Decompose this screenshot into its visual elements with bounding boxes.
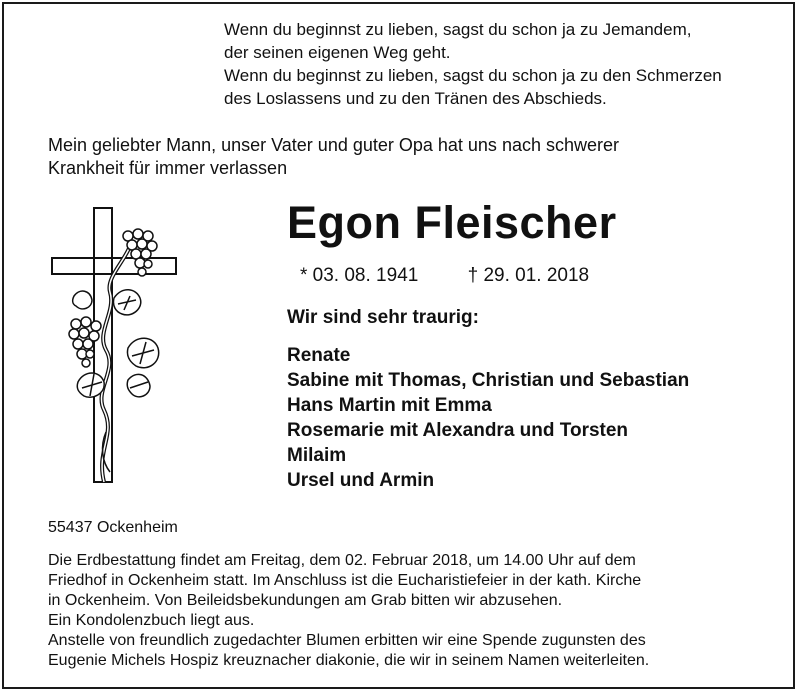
notice-line: Eugenie Michels Hospiz kreuznacher diakonie, die wir in seinem Namen weiterleiten. <box>48 652 650 669</box>
intro-text <box>48 134 768 180</box>
mourner: Hans Martin mit Emma <box>287 395 492 416</box>
death-date: † 29. 01. 2018 <box>467 265 590 286</box>
poem-line: Wenn du beginnst zu lieben, sagst du schon ja zu den Schmerzen <box>224 66 722 85</box>
notice-line: Die Erdbestattung findet am Freitag, dem 02. Februar 2018, um 14.00 Uhr auf dem <box>48 552 636 569</box>
poem-line: der seinen eigenen Weg geht. <box>224 43 451 62</box>
notice-line: Anstelle von freundlich zugedachter Blumen erbitten wir eine Spende zugunsten des <box>48 632 646 649</box>
funeral-notice <box>48 551 778 671</box>
mourners-list <box>287 343 689 493</box>
poem <box>224 18 784 110</box>
intro-line: Mein geliebter Mann, unser Vater und guter Opa hat uns nach schwerer <box>48 135 619 155</box>
notice-line: Friedhof in Ockenheim statt. Im Anschluss ist die Eucharistiefeier in der kath. Kirche <box>48 572 642 589</box>
poem-line: Wenn du beginnst zu lieben, sagst du schon ja zu Jemandem, <box>224 20 692 39</box>
life-dates <box>300 265 589 287</box>
notice-line: in Ockenheim. Von Beileidsbekundungen am Grab bitten wir abzusehen. <box>48 592 563 609</box>
poem-line: des Loslassens und zu den Tränen des Abschieds. <box>224 89 607 108</box>
deceased-name: Egon Fleischer <box>287 197 617 248</box>
mourner: Renate <box>287 345 351 366</box>
mourning-statement: Wir sind sehr traurig: <box>287 307 479 328</box>
intro-line: Krankheit für immer verlassen <box>48 158 288 178</box>
mourner: Milaim <box>287 445 347 466</box>
mourner: Sabine mit Thomas, Christian und Sebastian <box>287 370 690 391</box>
cross-with-grapevine-icon <box>44 200 184 490</box>
mourner: Ursel und Armin <box>287 470 435 491</box>
mourner: Rosemarie mit Alexandra und Torsten <box>287 420 629 441</box>
notice-line: Ein Kondolenzbuch liegt aus. <box>48 612 255 629</box>
birth-date: * 03. 08. 1941 <box>300 265 419 286</box>
place: 55437 Ockenheim <box>48 519 178 536</box>
